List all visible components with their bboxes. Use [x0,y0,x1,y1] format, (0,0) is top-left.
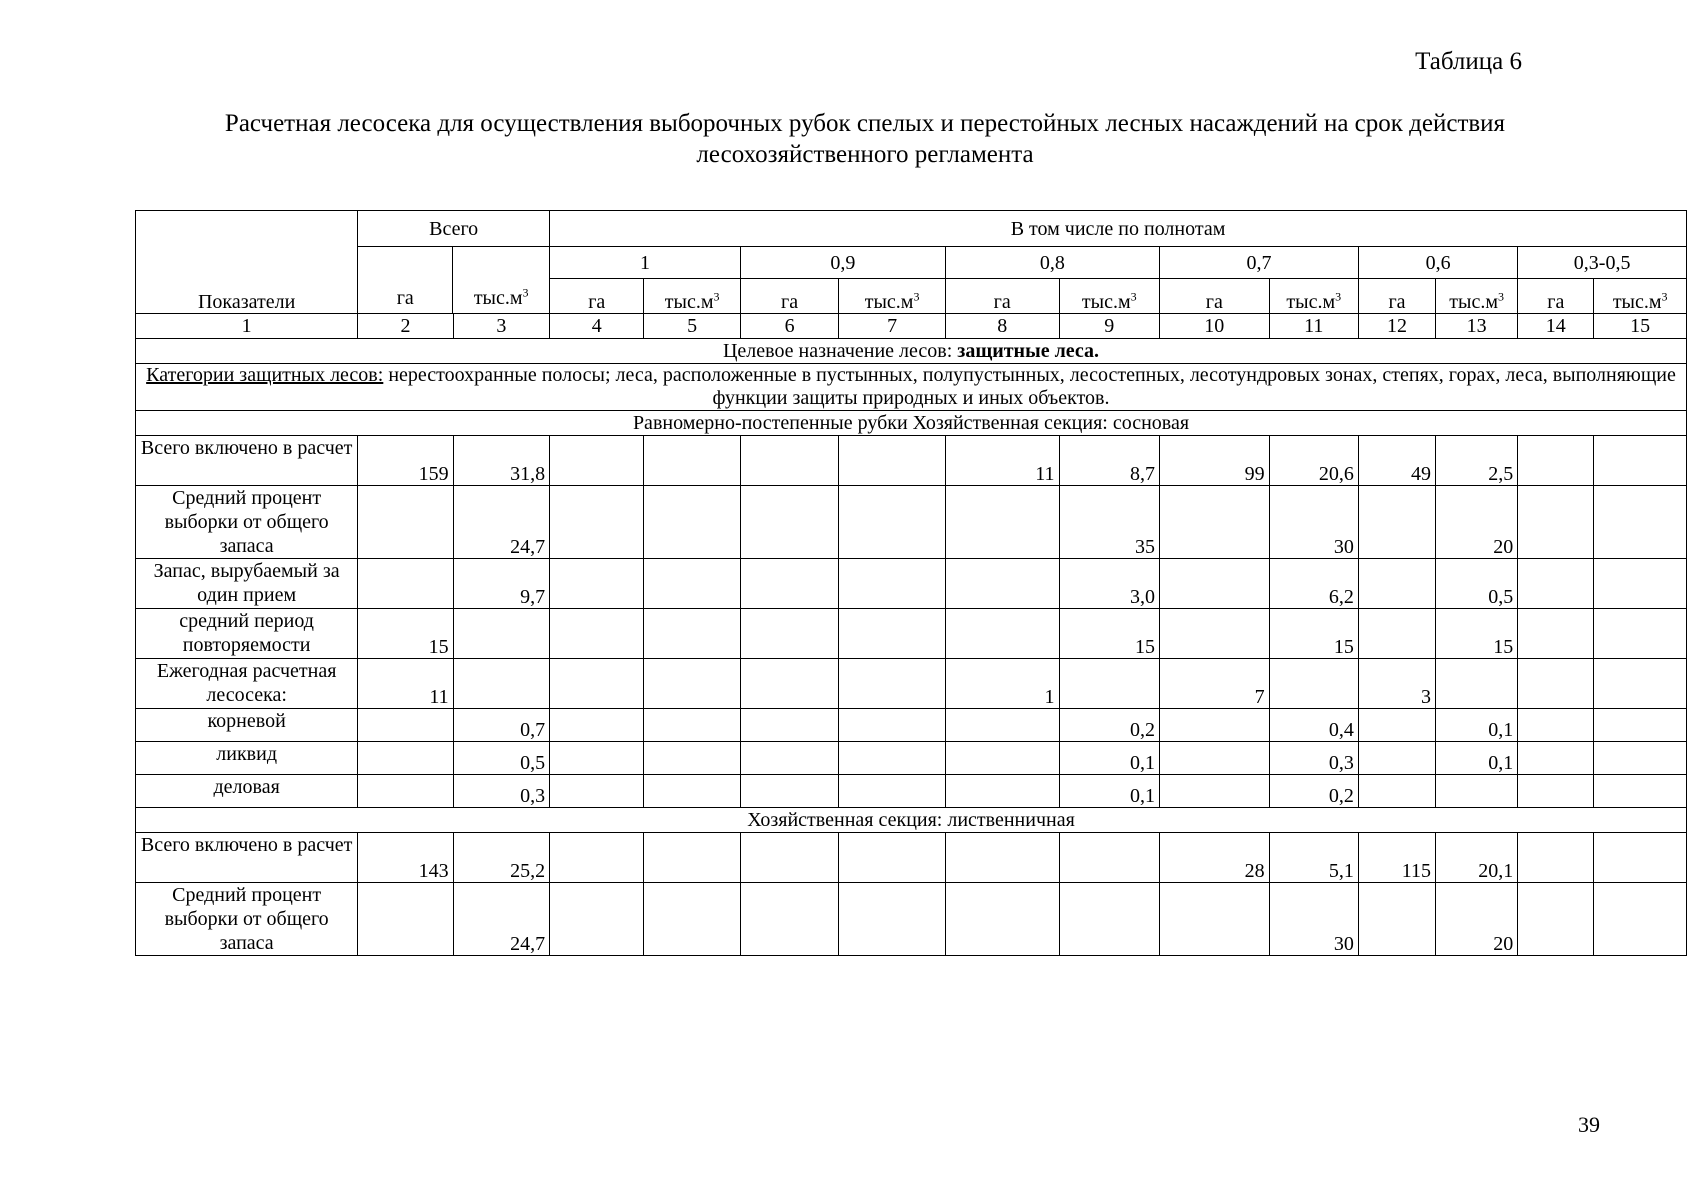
table-cell: 3,0 [1059,559,1159,609]
table-cell [839,559,946,609]
unit-volume-exponent: 3 [1130,289,1137,304]
table-cell [839,883,946,956]
table-row [136,436,1687,486]
density-0-6: 0,6 [1358,247,1517,279]
table-cell [1160,709,1270,742]
table-cell [644,775,740,808]
density-0-9: 0,9 [740,247,945,279]
table-cell [740,742,838,775]
table-cell [358,486,453,559]
table-cell [839,709,946,742]
row-label: Запас, вырубаемый за один прием [136,559,358,609]
table-cell: 15 [1269,609,1358,659]
table-cell: 143 [358,833,453,883]
table-cell: 0,4 [1269,709,1358,742]
page-number: 39 [1578,1112,1600,1137]
allowable-cut-table [135,210,1687,956]
row-label: Всего включено в расчет [136,436,358,486]
unit-volume-exponent: 3 [713,289,720,304]
unit-volume [839,279,946,314]
unit-volume-text: тыс.м [1449,291,1498,313]
table-cell [358,883,453,956]
table-cell: 0,7 [453,709,549,742]
unit-volume-text: тыс.м [1286,291,1336,313]
table-cell: 115 [1358,833,1435,883]
table-cell [358,709,453,742]
table-cell: 25,2 [453,833,549,883]
density-0-7: 0,7 [1160,247,1359,279]
table-cell [453,659,549,709]
table-cell [644,742,740,775]
column-number: 7 [839,314,946,339]
table-cell [1059,659,1159,709]
table-cell [1358,775,1435,808]
table-cell [740,833,838,883]
density-0-3-0-5: 0,3-0,5 [1518,247,1687,279]
table-cell: 30 [1269,486,1358,559]
total-unit-volume-exponent: 3 [522,285,529,300]
unit-ha: га [550,279,644,314]
table-cell [1160,742,1270,775]
unit-volume-text: тыс.м [1612,291,1662,313]
column-number: 14 [1518,314,1594,339]
table-cell [945,559,1059,609]
table-cell [1358,486,1435,559]
table-cell [1059,833,1159,883]
table-cell: 20 [1436,883,1518,956]
table-cell [1160,883,1270,956]
unit-volume [1269,279,1358,314]
column-number: 15 [1594,314,1687,339]
table-cell: 24,7 [453,486,549,559]
unit-volume [1059,279,1159,314]
row-label: Всего включено в расчет [136,833,358,883]
table-row [136,559,1687,609]
table-cell [1269,659,1358,709]
table-cell [1518,659,1594,709]
table-cell [550,436,644,486]
table-cell: 20,1 [1436,833,1518,883]
table-cell: 28 [1160,833,1270,883]
table-cell: 2,5 [1436,436,1518,486]
table-cell [945,742,1059,775]
column-number: 2 [358,314,453,339]
table-cell [550,742,644,775]
table-cell: 99 [1160,436,1270,486]
table-cell: 0,1 [1059,742,1159,775]
column-number: 8 [945,314,1059,339]
table-row [136,775,1687,808]
table-cell [1160,775,1270,808]
table-cell [1518,775,1594,808]
table-cell [1594,609,1687,659]
table-cell: 31,8 [453,436,549,486]
unit-ha: га [1518,279,1594,314]
table-cell [1059,883,1159,956]
unit-volume-exponent: 3 [913,289,920,304]
table-cell [740,436,838,486]
column-number: 10 [1160,314,1270,339]
table-cell [1518,436,1594,486]
table-cell [740,659,838,709]
table-cell [644,486,740,559]
density-1: 1 [550,247,741,279]
table-cell [550,709,644,742]
unit-ha: га [1358,279,1435,314]
table-cell [945,486,1059,559]
table-cell: 11 [945,436,1059,486]
column-number: 9 [1059,314,1159,339]
column-number: 1 [136,314,358,339]
table-cell [839,833,946,883]
table-cell [839,436,946,486]
table-cell [1358,742,1435,775]
table-cell [740,775,838,808]
table-cell: 0,1 [1059,775,1159,808]
unit-volume-exponent: 3 [1335,289,1342,304]
table-cell [1358,883,1435,956]
table-row [136,742,1687,775]
table-cell [358,559,453,609]
table-cell [358,775,453,808]
column-number: 12 [1358,314,1435,339]
unit-volume-text: тыс.м [1081,291,1131,313]
table-row [136,833,1687,883]
categories-row [136,364,1687,411]
row-label: деловая [136,775,358,808]
table-row [136,709,1687,742]
table-cell [945,775,1059,808]
table-cell: 0,2 [1269,775,1358,808]
table-cell [644,559,740,609]
row-label: Средний процент выборки от общего запаса [136,486,358,559]
table-cell [1594,742,1687,775]
table-cell [1594,559,1687,609]
table-cell [1594,436,1687,486]
table-cell [644,609,740,659]
table-cell [1518,559,1594,609]
table-cell: 0,1 [1436,709,1518,742]
table-row [136,486,1687,559]
table-cell [644,436,740,486]
table-cell [839,659,946,709]
unit-volume [644,279,740,314]
table-cell: 20,6 [1269,436,1358,486]
table-cell [550,659,644,709]
unit-volume-text: тыс.м [664,291,714,313]
table-cell: 35 [1059,486,1159,559]
unit-ha: га [945,279,1059,314]
table-cell [453,609,549,659]
table-cell [839,775,946,808]
table-cell [740,609,838,659]
purpose-prefix: Целевое назначение лесов: [722,340,958,362]
table-cell [839,609,946,659]
table-cell: 8,7 [1059,436,1159,486]
table-cell: 0,5 [1436,559,1518,609]
table-cell [945,883,1059,956]
column-number: 4 [550,314,644,339]
unit-ha: га [1160,279,1270,314]
table-cell [1160,559,1270,609]
table-cell [1518,486,1594,559]
table-cell [550,609,644,659]
table-cell: 0,3 [1269,742,1358,775]
table-cell: 7 [1160,659,1270,709]
table-cell [550,486,644,559]
row-label: средний период повторяемости [136,609,358,659]
table-cell: 5,1 [1269,833,1358,883]
section-pine-title: Равномерно-постепенные рубки Хозяйственная секция: сосновая [136,411,1687,436]
table-cell [644,833,740,883]
table-cell: 15 [1059,609,1159,659]
table-cell: 6,2 [1269,559,1358,609]
table-cell: 9,7 [453,559,549,609]
purpose-row [136,339,1687,364]
table-cell: 159 [358,436,453,486]
table-cell [1594,883,1687,956]
table-cell [644,709,740,742]
categories-text: нерестоохранные полосы; леса, расположенные в пустынных, полупустынных, лесостепных, лесотундровых зонах, степях, горах, леса, выполняющие функции защиты природных и иных объектов. [383,364,1676,409]
table-cell: 49 [1358,436,1435,486]
table-row [136,609,1687,659]
section-larch-title: Хозяйственная секция: лиственничная [136,808,1687,833]
table-cell [1518,833,1594,883]
column-number: 3 [453,314,549,339]
table-cell [839,742,946,775]
table-cell [1594,486,1687,559]
row-label: ликвид [136,742,358,775]
table-cell [1594,709,1687,742]
table-cell: 24,7 [453,883,549,956]
row-label: Средний процент выборки от общего запаса [136,883,358,956]
table-cell: 15 [1436,609,1518,659]
header-total: Всего [358,211,550,247]
table-cell [740,709,838,742]
header-indicators: Показатели [136,211,358,314]
table-cell [1436,775,1518,808]
table-cell [550,833,644,883]
table-cell [945,709,1059,742]
table-cell [1358,709,1435,742]
table-label: Таблица 6 [1415,48,1522,75]
total-unit-volume [453,247,549,313]
table-cell [550,883,644,956]
table-cell: 1 [945,659,1059,709]
table-cell [945,609,1059,659]
unit-volume [1594,279,1687,314]
total-unit-volume-text: тыс.м [473,287,523,309]
purpose-value: защитные леса. [957,340,1100,362]
table-cell: 11 [358,659,453,709]
table-cell [1594,833,1687,883]
table-cell [644,883,740,956]
table-cell: 0,5 [453,742,549,775]
table-cell [1518,742,1594,775]
unit-volume [1436,279,1518,314]
table-cell: 30 [1269,883,1358,956]
column-number: 11 [1269,314,1358,339]
table-cell [740,486,838,559]
table-cell: 0,3 [453,775,549,808]
table-cell [839,486,946,559]
table-row [136,883,1687,956]
table-cell [1594,775,1687,808]
categories-label: Категории защитных лесов: [146,364,384,386]
table-cell [1160,609,1270,659]
table-cell: 20 [1436,486,1518,559]
column-number: 5 [644,314,740,339]
table-cell [550,775,644,808]
table-cell: 0,2 [1059,709,1159,742]
table-cell [945,833,1059,883]
header-by-density: В том числе по полнотам [550,211,1687,247]
table-cell [1358,559,1435,609]
table-cell [1436,659,1518,709]
table-cell [1518,883,1594,956]
table-cell [1358,609,1435,659]
table-cell: 15 [358,609,453,659]
table-cell [550,559,644,609]
table-cell [644,659,740,709]
table-cell [1594,659,1687,709]
table-cell [1518,709,1594,742]
page-title: Расчетная лесосека для осуществления выборочных рубок спелых и перестойных лесных насаждений на срок действия лесохозяйственного регламента [224,110,1506,168]
unit-volume-exponent: 3 [1661,289,1668,304]
total-unit-ha: га [358,247,453,313]
table-cell [740,559,838,609]
row-label: корневой [136,709,358,742]
table-cell [1518,609,1594,659]
table-cell [1160,486,1270,559]
density-0-8: 0,8 [945,247,1159,279]
unit-volume-text: тыс.м [864,291,914,313]
column-number: 13 [1436,314,1518,339]
unit-volume-exponent: 3 [1498,289,1504,304]
table-cell: 0,1 [1436,742,1518,775]
table-cell [358,742,453,775]
table-row [136,659,1687,709]
table-cell: 3 [1358,659,1435,709]
table-cell [740,883,838,956]
unit-ha: га [740,279,838,314]
column-number: 6 [740,314,838,339]
row-label: Ежегодная расчетная лесосека: [136,659,358,709]
